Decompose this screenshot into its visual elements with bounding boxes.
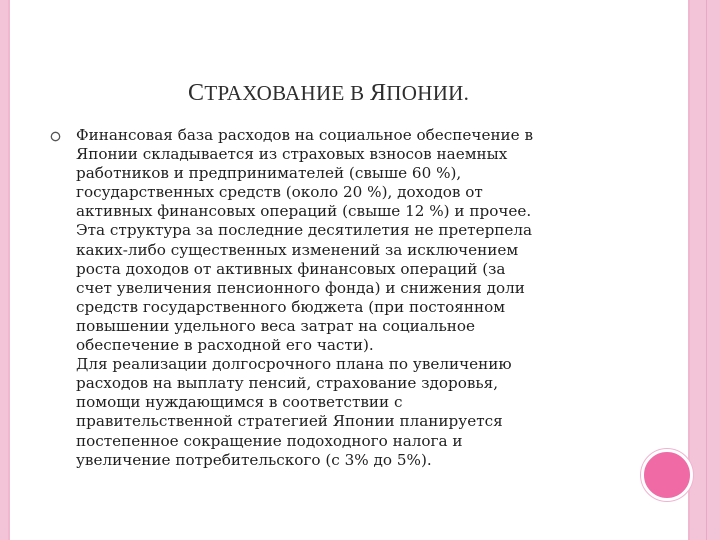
slide-panel <box>8 0 690 540</box>
accent-circle-icon <box>641 449 693 501</box>
body-line: каких-либо существенных изменений за исключением <box>76 240 519 259</box>
body-line: государственных средств (около 20 %), доходов от <box>76 183 483 202</box>
body-line: средств государственного бюджета (при постоянном <box>76 297 506 316</box>
title-first-capital: С <box>188 80 205 106</box>
body-line: повышении удельного веса затрат на социальное <box>76 316 476 335</box>
slide-title <box>188 80 469 107</box>
body-line: Для реализации долгосрочного плана по увеличению <box>76 355 512 374</box>
body-line: правительственной стратегией Японии планируется <box>76 412 503 431</box>
body-line: роста доходов от активных финансовых операций (за <box>76 259 506 278</box>
title-part-2: ПОНИИ. <box>386 81 470 105</box>
body-text <box>76 126 636 470</box>
body-line: Японии складывается из страховых взносов наемных <box>76 145 508 164</box>
body-line: постепенное сокращение подоходного налога и <box>76 431 463 450</box>
body-line: активных финансовых операций (свыше 12 %) и прочее. <box>76 202 532 221</box>
body-line: Эта структура за последние десятилетия не претерпела <box>76 221 533 240</box>
bullet-icon <box>50 131 61 142</box>
body-line: расходов на выплату пенсий, страхование здоровья, <box>76 374 499 393</box>
title-part-1: ТРАХОВАНИЕ В <box>204 81 370 105</box>
body-line: счет увеличения пенсионного фонда) и снижения доли <box>76 278 525 297</box>
body-line: обеспечение в расходной его части). <box>76 336 374 355</box>
frame-divider-line <box>706 0 707 540</box>
body-line: работников и предпринимателей (свыше 60 %), <box>76 164 462 183</box>
body-line: помощи нуждающимся в соответствии с <box>76 393 403 412</box>
title-second-capital: Я <box>369 80 387 106</box>
body-line: увеличение потребительского (с 3% до 5%). <box>76 450 432 469</box>
body-line: Финансовая база расходов на социальное обеспечение в <box>76 126 534 144</box>
